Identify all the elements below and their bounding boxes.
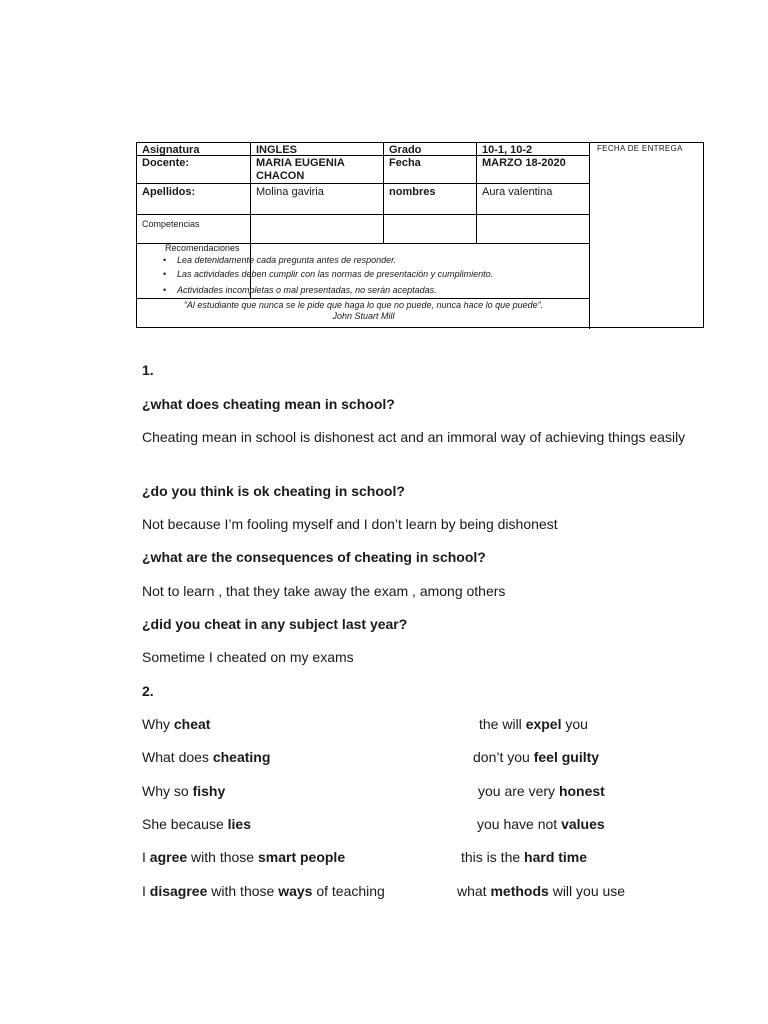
phrase-left: Why so fishy [142,783,226,799]
asignatura-value: INGLES [256,144,297,156]
phrase-left: I disagree with those ways of teaching [142,883,385,899]
docente-value: MARIA EUGENIA CHACON [256,157,345,182]
recomendaciones-title: Recomendaciones [165,243,240,253]
fecha-value: MARZO 18-2020 [482,157,566,169]
answer-4: Sometime I cheated on my exams [142,649,354,665]
grado-value: 10-1, 10-2 [482,144,533,156]
answer-2: Not because I’m fooling myself and I don’t learn by being dishonest [142,516,558,532]
phrase-right: what methods will you use [457,883,626,899]
header-table [136,142,704,328]
question-1: ¿what does cheating mean in school? [142,396,395,412]
competencias-label: Competencias [142,219,200,229]
docente-label: Docente: [142,157,190,169]
section-1-number: 1. [142,362,154,378]
list-item: • Lea detenidamente cada pregunta antes de responder. [163,255,397,265]
fecha-entrega-label: FECHA DE ENTREGA [597,144,683,153]
list-item: • Las actividades deben cumplir con las normas de presentación y cumplimiento. [163,269,494,279]
phrase-right: this is the hard time [461,849,588,865]
asignatura-label: Asignatura [142,144,200,156]
section-2-number: 2. [142,683,154,699]
phrase-left: I agree with those smart people [142,849,346,865]
nombres-value: Aura valentina [482,186,553,198]
quote-author: John Stuart Mill [332,311,395,321]
quote-text: “Al estudiante que nunca se le pide que haga lo que no puede, nunca hace lo que puede”. [183,300,544,310]
phrase-right: the will expel you [479,716,588,732]
question-3: ¿what are the consequences of cheating in school? [142,549,486,565]
fecha-label: Fecha [389,157,421,169]
apellidos-label: Apellidos: [142,186,196,198]
phrase-right: don’t you feel guilty [473,749,600,765]
grado-label: Grado [389,144,422,156]
phrase-left: She because lies [142,816,251,832]
nombres-label: nombres [389,186,436,198]
apellidos-value: Molina gaviria [256,186,324,198]
phrase-right: you have not values [477,816,605,832]
list-item: • Actividades incompletas o mal presentadas, no serán aceptadas. [163,285,437,295]
divider [137,298,590,299]
phrase-left: What does cheating [142,749,271,765]
question-4: ¿did you cheat in any subject last year? [142,616,408,632]
answer-3: Not to learn , that they take away the exam , among others [142,583,506,599]
question-2: ¿do you think is ok cheating in school? [142,483,405,499]
divider [137,214,590,215]
answer-1: Cheating mean in school is dishonest act and an immoral way of achieving things easily [142,429,686,445]
phrase-right: you are very honest [478,783,605,799]
phrase-left: Why cheat [142,716,211,732]
